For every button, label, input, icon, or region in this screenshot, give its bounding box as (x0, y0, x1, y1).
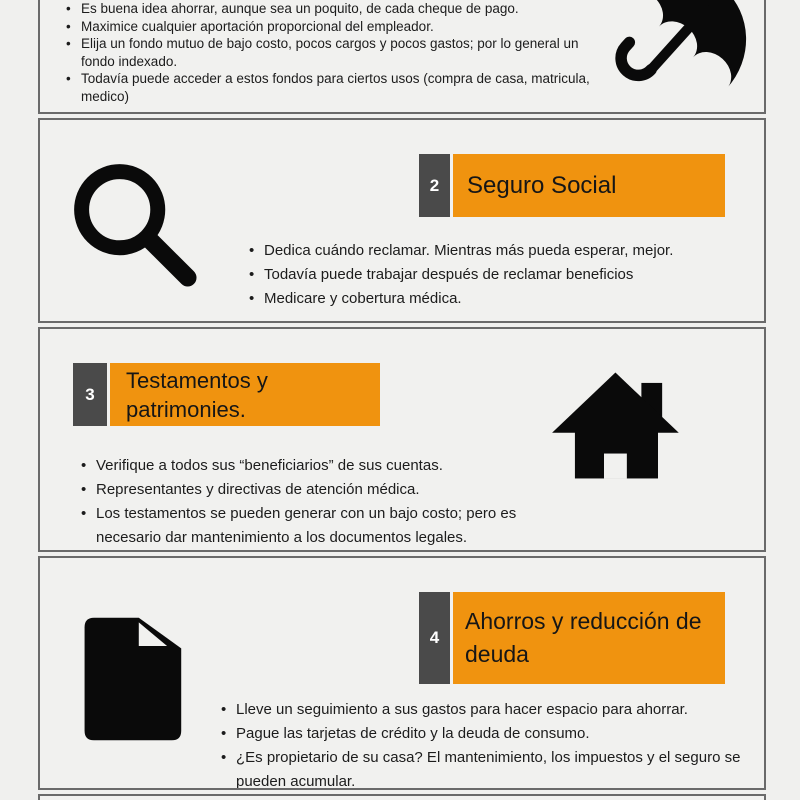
section-seguro-social (38, 118, 766, 323)
retirement-bullet-list (64, 0, 609, 105)
bullet-item: • Todavía puede acceder a estos fondos para ciertos usos (compra de casa, matricula, medico) (64, 70, 609, 105)
bullet-item: • Todavía puede trabajar después de reclamar beneficios (247, 263, 737, 287)
section-title: Testamentos y patrimonies. (110, 363, 380, 426)
section-retirement-funds (38, 0, 766, 114)
bullet-item: • Dedica cuándo reclamar. Mientras más pueda esperar, mejor. (247, 239, 737, 263)
bullet-item: • Verifique a todos sus “beneficiarios” de sus cuentas. (79, 454, 544, 478)
bullet-item: • Representantes y directivas de atención médica. (79, 478, 544, 502)
section-title: Ahorros y reducción de deuda (453, 592, 725, 684)
umbrella-icon (590, 0, 762, 114)
section-number-badge: 2 (419, 154, 450, 217)
section-next-partial (38, 794, 766, 800)
bullet-item: • Lleve un seguimiento a sus gastos para hacer espacio para ahorrar. (219, 698, 759, 722)
bullet-item: • Es buena idea ahorrar, aunque sea un poquito, de cada cheque de pago. (64, 0, 609, 18)
section-ahorros-deuda (38, 556, 766, 790)
section-testamentos (38, 327, 766, 552)
testamentos-bullet-list (79, 454, 544, 550)
section-title: Seguro Social (453, 154, 725, 217)
bullet-item: • Pague las tarjetas de crédito y la deuda de consumo. (219, 722, 759, 746)
bullet-item: • Los testamentos se pueden generar con un bajo costo; pero es necesario dar mantenimiento a los documentos legales. (79, 502, 544, 550)
bullet-item: • ¿Es propietario de su casa? El mantenimiento, los impuestos y el seguro se pueden acumular. (219, 746, 759, 790)
seguro-social-bullet-list (247, 239, 737, 311)
magnifier-icon (68, 158, 204, 294)
section-number-badge: 4 (419, 592, 450, 684)
bullet-item: • Maximice cualquier aportación proporcional del empleador. (64, 18, 609, 36)
document-icon (68, 613, 186, 745)
section-number-badge: 3 (73, 363, 107, 426)
ahorros-bullet-list (219, 698, 759, 790)
bullet-item: • Elija un fondo mutuo de bajo costo, pocos cargos y pocos gastos; por lo general un fondo indexado. (64, 35, 609, 70)
bullet-item: • Medicare y cobertura médica. (247, 287, 737, 311)
house-icon (550, 368, 685, 483)
